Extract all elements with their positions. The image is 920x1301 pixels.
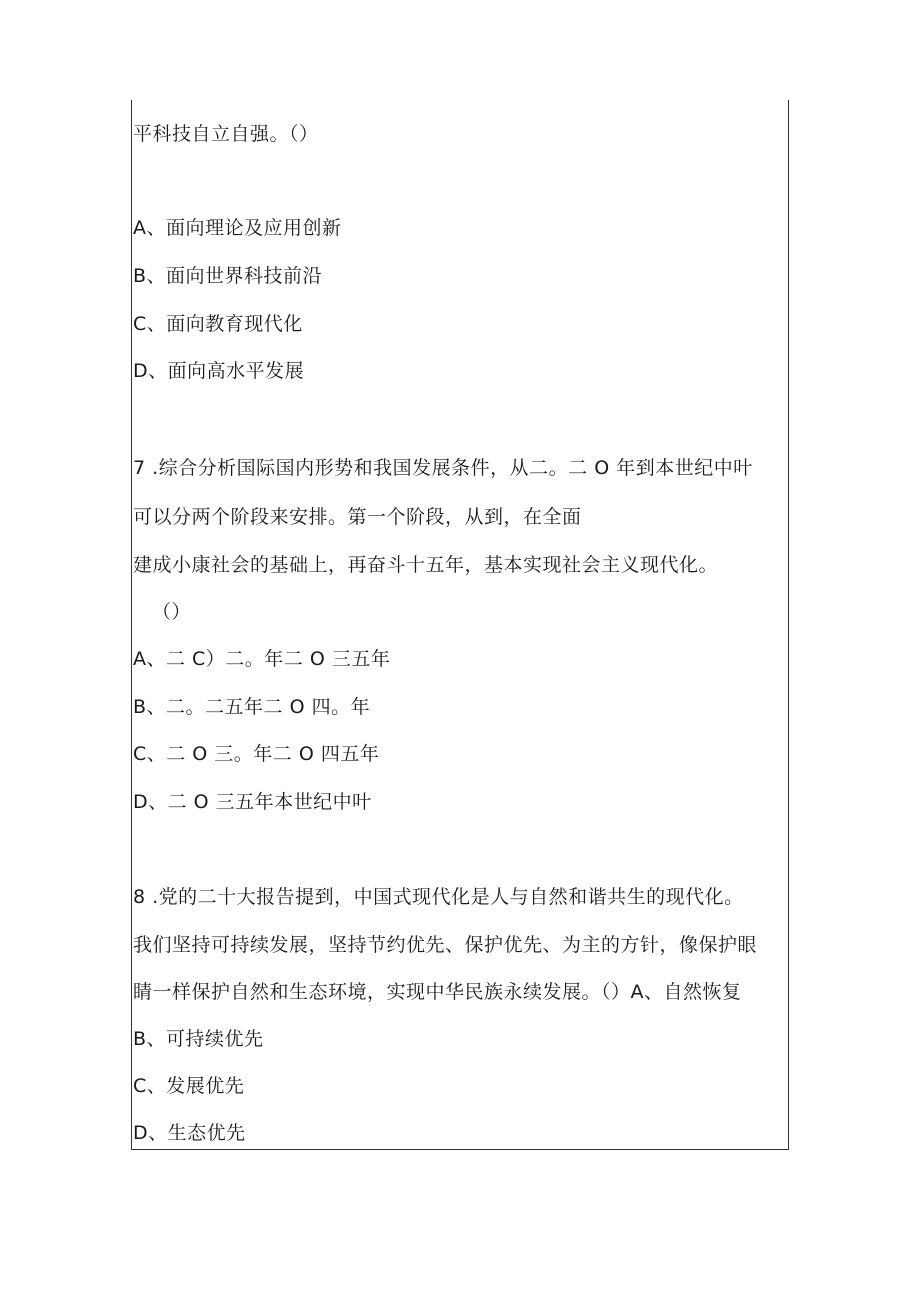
q6-option-d: D、面向高水平发展: [133, 360, 305, 382]
q6-stem-tail: 平科技自立自强。（）: [133, 123, 319, 145]
q7-answer-blank: （）: [152, 601, 192, 623]
q8-stem-line-3: 睛一样保护自然和生态环境，实现中华民族永续发展。（）A、自然恢复: [133, 981, 742, 1003]
q8-option-c: C、发展优先: [133, 1075, 245, 1097]
q7-option-b: B、二。二五年二 O 四。年: [133, 696, 371, 718]
q8-option-d: D、生态优先: [133, 1122, 246, 1144]
q7-option-a: A、二 C）二。年二 O 三五年: [133, 648, 391, 670]
q7-option-c: C、二 O 三。年二 O 四五年: [133, 743, 380, 765]
q6-option-a: A、面向理论及应用创新: [133, 217, 342, 239]
q8-option-b: B、可持续优先: [133, 1028, 264, 1050]
q7-stem-line-1: 7 .综合分析国际国内形势和我国发展条件，从二。二 O 年到本世纪中叶: [133, 457, 753, 479]
q7-stem-line-2: 可以分两个阶段来安排。第一个阶段，从到，在全面: [133, 506, 582, 528]
q8-stem-line-1: 8 .党的二十大报告提到，中国式现代化是人与自然和谐共生的现代化。: [133, 886, 744, 908]
q6-option-b: B、面向世界科技前沿: [133, 265, 323, 287]
q7-option-d: D、二 O 三五年本世纪中叶: [133, 791, 372, 813]
q6-option-c: C、面向教育现代化: [133, 313, 303, 335]
q7-stem-line-3: 建成小康社会的基础上，再奋斗十五年，基本实现社会主义现代化。: [133, 554, 719, 576]
q8-stem-line-2: 我们坚持可持续发展，坚持节约优先、保护优先、为主的方针，像保护眼: [133, 934, 758, 956]
